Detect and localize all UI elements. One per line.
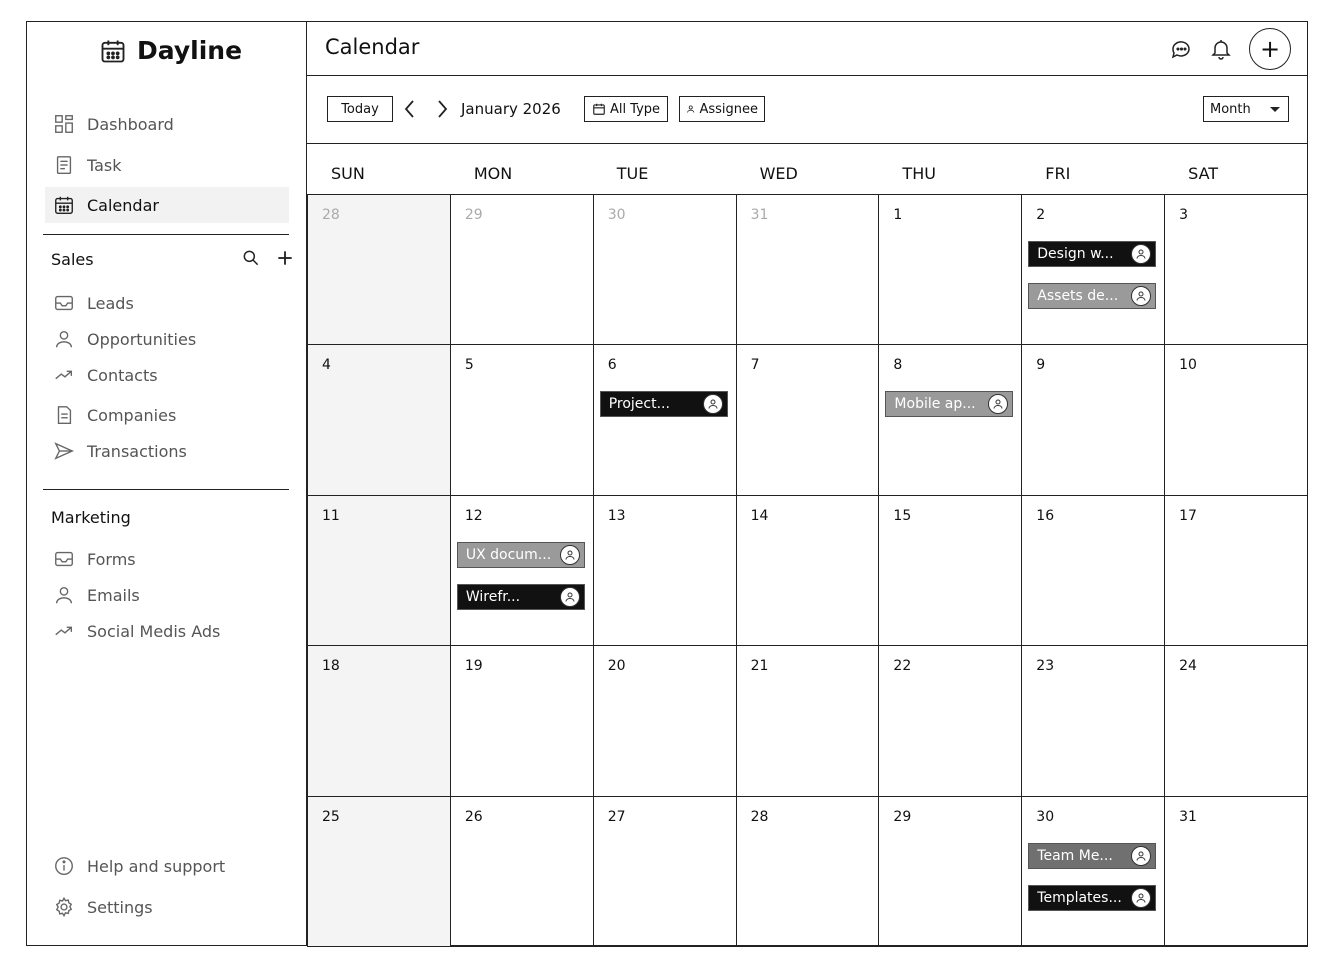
day-number: 28 — [322, 207, 340, 223]
assignee-avatar-icon — [703, 394, 723, 414]
day-cell[interactable] — [593, 495, 737, 646]
day-number: 16 — [1036, 507, 1055, 524]
calendar-grid — [307, 194, 1307, 946]
app-window — [26, 21, 1308, 946]
type-filter-label: All Type — [609, 101, 661, 117]
day-number: 31 — [1179, 808, 1197, 825]
nav-label: Dashboard — [87, 114, 174, 134]
day-number: 31 — [750, 207, 769, 223]
nav-item-task[interactable] — [45, 147, 289, 183]
nav-item-transactions[interactable] — [45, 433, 289, 469]
sales-actions — [241, 248, 295, 268]
day-cell[interactable] — [878, 495, 1022, 646]
calendar-icon — [592, 102, 606, 116]
day-number: 28 — [750, 808, 769, 825]
assignee-filter-button[interactable] — [679, 96, 765, 122]
event-title: Wirefr... — [465, 588, 521, 605]
weekday-header: MON — [473, 164, 513, 183]
calendar-icon — [99, 37, 127, 65]
send-icon — [53, 440, 75, 462]
day-cell[interactable] — [878, 194, 1022, 345]
day-cell[interactable] — [450, 796, 594, 947]
day-number: 12 — [464, 507, 483, 524]
event-chip[interactable] — [1028, 283, 1156, 309]
chat-icon[interactable] — [1169, 37, 1193, 61]
event-title: Design w... — [1037, 246, 1114, 262]
day-cell[interactable] — [450, 344, 594, 495]
assignee-avatar-icon — [988, 394, 1008, 414]
day-cell[interactable] — [307, 194, 451, 345]
day-cell[interactable] — [1164, 796, 1308, 947]
day-number: 29 — [893, 808, 912, 825]
event-chip[interactable] — [457, 584, 585, 610]
day-cell[interactable] — [307, 344, 451, 495]
day-cell[interactable] — [593, 796, 737, 947]
day-number: 1 — [893, 207, 903, 223]
divider — [43, 234, 289, 235]
trend-icon — [53, 620, 75, 642]
day-cell[interactable] — [1021, 645, 1165, 796]
day-number: 29 — [464, 207, 483, 223]
day-number: 26 — [464, 808, 483, 825]
event-chip[interactable] — [1028, 885, 1156, 911]
event-title: Project... — [608, 396, 670, 413]
topbar — [307, 22, 1307, 76]
caret-down-icon — [1268, 102, 1282, 116]
day-number: 19 — [464, 658, 483, 675]
day-cell[interactable] — [593, 194, 737, 345]
day-number: 8 — [893, 357, 903, 374]
nav-item-contacts[interactable] — [45, 357, 289, 393]
day-number: 24 — [1179, 658, 1197, 675]
event-title: Templates... — [1037, 889, 1122, 906]
user-icon — [686, 102, 695, 116]
nav-label: Settings — [87, 897, 153, 917]
day-number: 30 — [1036, 808, 1055, 825]
add-button[interactable]: + — [1249, 28, 1291, 70]
day-cell[interactable] — [1164, 194, 1308, 345]
weekday-header-row — [307, 144, 1307, 194]
day-cell[interactable] — [307, 495, 451, 646]
nav-label: Emails — [87, 585, 140, 605]
day-number: 27 — [607, 808, 626, 825]
weekday-header: THU — [902, 164, 936, 183]
day-number: 10 — [1179, 357, 1197, 374]
calendar-toolbar — [307, 76, 1307, 144]
day-cell[interactable] — [307, 796, 451, 947]
info-icon — [53, 855, 75, 877]
nav-label: Leads — [87, 293, 134, 313]
search-icon[interactable] — [241, 248, 261, 268]
assignee-avatar-icon — [560, 545, 580, 565]
inbox-icon — [53, 292, 75, 314]
inbox-icon — [53, 548, 75, 570]
event-title: UX docum... — [465, 546, 552, 563]
divider — [43, 489, 289, 490]
day-cell[interactable] — [307, 645, 451, 796]
day-cell[interactable] — [736, 344, 880, 495]
day-cell[interactable] — [593, 344, 737, 495]
view-select[interactable] — [1203, 96, 1289, 122]
day-number: 14 — [750, 507, 769, 524]
user-icon — [53, 584, 75, 606]
day-number: 20 — [607, 658, 626, 675]
day-cell[interactable] — [450, 495, 594, 646]
user-icon — [53, 328, 75, 350]
day-cell[interactable] — [736, 796, 880, 947]
assignee-avatar-icon — [1131, 244, 1151, 264]
nav-label: Companies — [87, 405, 177, 425]
day-number: 22 — [893, 658, 912, 675]
page-title: Calendar — [325, 35, 420, 59]
day-number: 7 — [750, 357, 760, 374]
event-title: Assets de... — [1037, 288, 1119, 304]
view-select-value: Month — [1210, 101, 1251, 117]
day-number: 2 — [1036, 207, 1046, 223]
nav-item-social-media-ads[interactable] — [45, 613, 289, 649]
day-cell[interactable] — [1021, 796, 1165, 947]
day-cell[interactable] — [1164, 645, 1308, 796]
assignee-avatar-icon — [1131, 888, 1151, 908]
assignee-avatar-icon — [1131, 286, 1151, 306]
event-title: Mobile ap... — [894, 396, 976, 413]
nav-label: Opportunities — [87, 329, 197, 349]
assignee-avatar-icon — [1131, 846, 1151, 866]
sidebar — [27, 22, 307, 945]
main-content — [307, 22, 1307, 945]
day-number: 9 — [1036, 357, 1046, 374]
weekday-header: TUE — [616, 164, 649, 183]
nav-item-help[interactable] — [45, 848, 289, 884]
nav-item-companies[interactable] — [45, 397, 289, 433]
section-title-marketing: Marketing — [51, 508, 131, 527]
day-cell[interactable] — [878, 796, 1022, 947]
event-title: Team Me... — [1037, 847, 1113, 864]
day-number: 25 — [322, 808, 340, 825]
day-cell[interactable] — [1021, 344, 1165, 495]
day-number: 15 — [893, 507, 912, 524]
nav-label: Calendar — [87, 195, 159, 215]
event-chip[interactable] — [1028, 843, 1156, 869]
nav-item-dashboard[interactable] — [45, 106, 289, 142]
event-chip[interactable] — [885, 391, 1013, 417]
day-number: 3 — [1179, 207, 1189, 223]
day-cell[interactable] — [593, 645, 737, 796]
nav-label: Contacts — [87, 365, 158, 385]
nav-label: Forms — [87, 549, 136, 569]
plus-icon[interactable] — [275, 248, 295, 268]
gear-icon — [53, 896, 75, 918]
day-cell[interactable] — [1164, 344, 1308, 495]
assignee-avatar-icon — [560, 587, 580, 607]
nav-item-calendar[interactable] — [45, 187, 289, 223]
day-number: 30 — [607, 207, 626, 223]
dashboard-icon — [53, 113, 75, 135]
day-cell[interactable] — [1021, 194, 1165, 345]
day-cell[interactable] — [736, 194, 880, 345]
day-cell[interactable] — [450, 645, 594, 796]
nav-item-forms[interactable] — [45, 541, 289, 577]
event-chip[interactable] — [1028, 241, 1156, 267]
nav-label: Transactions — [87, 441, 187, 461]
day-number: 4 — [322, 357, 331, 374]
day-cell[interactable] — [878, 645, 1022, 796]
task-icon — [53, 154, 75, 176]
day-cell[interactable] — [736, 495, 880, 646]
bell-icon[interactable] — [1209, 37, 1233, 61]
day-number: 13 — [607, 507, 626, 524]
current-month: January 2026 — [461, 100, 561, 118]
day-cell[interactable] — [1164, 495, 1308, 646]
nav-label: Social Medis Ads — [87, 621, 221, 641]
day-number: 17 — [1179, 507, 1197, 524]
weekday-header: FRI — [1045, 164, 1071, 183]
day-cell[interactable] — [1021, 495, 1165, 646]
nav-item-leads[interactable] — [45, 285, 289, 321]
section-title-sales: Sales — [51, 250, 94, 269]
event-chip[interactable] — [457, 542, 585, 568]
document-icon — [53, 404, 75, 426]
weekday-header: SUN — [331, 164, 365, 183]
assignee-filter-label: Assignee — [699, 101, 758, 117]
day-number: 23 — [1036, 658, 1055, 675]
chevron-left-icon[interactable] — [399, 96, 421, 122]
calendar-icon — [53, 194, 75, 216]
day-number: 18 — [322, 658, 340, 675]
chevron-right-icon[interactable] — [431, 96, 453, 122]
nav-item-opportunities[interactable] — [45, 321, 289, 357]
nav-item-settings[interactable] — [45, 889, 289, 925]
day-cell[interactable] — [878, 344, 1022, 495]
today-label: Today — [341, 101, 379, 117]
nav-label: Task — [87, 155, 122, 175]
day-number: 5 — [464, 357, 474, 374]
nav-item-emails[interactable] — [45, 577, 289, 613]
nav-label: Help and support — [87, 856, 226, 876]
topbar-actions — [1169, 28, 1291, 70]
day-cell[interactable] — [736, 645, 880, 796]
today-button[interactable] — [327, 96, 393, 122]
event-chip[interactable] — [600, 391, 728, 417]
brand[interactable] — [99, 36, 242, 65]
day-number: 21 — [750, 658, 769, 675]
day-number: 6 — [607, 357, 617, 374]
type-filter-button[interactable] — [584, 96, 668, 122]
day-cell[interactable] — [450, 194, 594, 345]
day-number: 11 — [322, 507, 340, 524]
weekday-header: SAT — [1188, 164, 1219, 183]
trend-icon — [53, 364, 75, 386]
weekday-header: WED — [759, 164, 798, 183]
brand-name: Dayline — [137, 36, 243, 65]
